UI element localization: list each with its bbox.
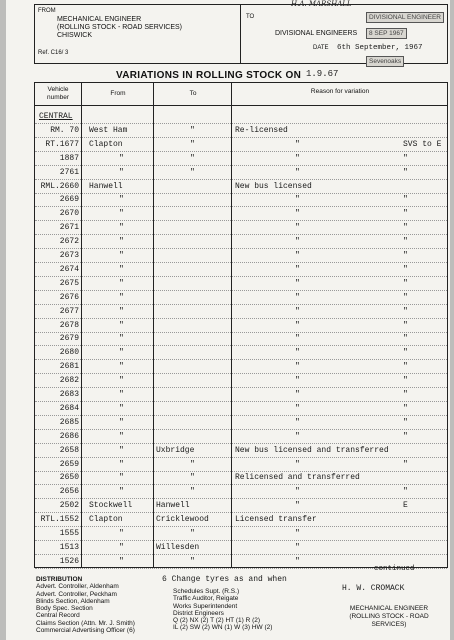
stamp-location: Sevenoaks — [366, 56, 404, 67]
row-rule — [35, 220, 447, 221]
table-row — [35, 500, 447, 514]
vehicle-cell: 2678 — [59, 320, 79, 330]
reason-cell: " — [295, 417, 300, 427]
handwritten-note: H.A. MARSHALL — [291, 0, 352, 8]
to-cell: Cricklewood — [156, 515, 209, 525]
row-rule — [35, 193, 447, 194]
reason-cell: " — [295, 195, 300, 205]
row-rule — [35, 498, 447, 499]
reason-cell: New bus licensed and transferred — [235, 445, 389, 455]
to-cell: " — [190, 473, 195, 483]
row-rule — [35, 345, 447, 346]
note-cell: " — [403, 403, 408, 413]
row-rule — [35, 151, 447, 152]
reason-cell: " — [295, 251, 300, 260]
from-cell: Clapton — [89, 515, 123, 525]
vehicle-cell: RT.1677 — [45, 139, 79, 149]
distribution-item: Body Spec. Section — [36, 605, 93, 613]
vehicle-cell: 2675 — [59, 278, 79, 288]
row-rule — [35, 165, 447, 166]
vehicle-cell: 1887 — [59, 153, 79, 163]
row-rule — [35, 123, 447, 124]
to-cell: " — [190, 487, 195, 497]
distribution-item: Q (2) NX (2) T (2) HT (1) R (2) — [173, 617, 261, 625]
from-cell: " — [119, 487, 124, 497]
to-cell: Willesden — [156, 542, 200, 552]
from-cell: " — [119, 306, 124, 316]
to-cell: Hanwell — [156, 501, 190, 511]
table-row — [35, 389, 447, 403]
table-row — [35, 181, 447, 195]
vehicle-cell: CENTRAL — [39, 112, 73, 121]
row-rule — [35, 387, 447, 388]
note-cell: " — [403, 292, 408, 302]
table-row — [35, 153, 447, 167]
table-row — [35, 375, 447, 389]
vehicle-cell: 2670 — [59, 209, 79, 219]
signatory-title-1: MECHANICAL ENGINEER — [349, 605, 429, 612]
from-cell: " — [119, 459, 124, 469]
note-cell: " — [403, 251, 408, 260]
from-cell: " — [119, 529, 124, 538]
memo-footer — [34, 565, 448, 640]
to-line-1: DIVISIONAL ENGINEERS — [275, 30, 358, 37]
from-cell: " — [119, 264, 124, 274]
row-rule — [35, 179, 447, 180]
reason-cell: " — [295, 529, 300, 538]
table-row — [35, 361, 447, 375]
continued-note: continued — [374, 565, 415, 573]
from-cell: Hanwell — [89, 181, 123, 191]
table-row — [35, 445, 447, 459]
reason-cell: " — [295, 209, 300, 219]
vehicle-cell: 2673 — [59, 251, 79, 260]
date-label: DATE — [313, 45, 329, 51]
table-row — [35, 417, 447, 431]
from-cell: " — [119, 292, 124, 302]
document-page — [6, 0, 450, 640]
vehicle-cell: 2680 — [59, 348, 79, 358]
table-row — [35, 125, 447, 139]
title-date: 1.9.67 — [306, 69, 339, 79]
row-rule — [35, 304, 447, 305]
distribution-title: DISTRIBUTION — [36, 576, 83, 583]
col-header-vehicle: Vehicle number — [46, 86, 70, 101]
from-cell: " — [119, 417, 124, 427]
row-rule — [35, 471, 447, 472]
row-rule — [35, 206, 447, 207]
reason-cell: Relicensed and transferred — [235, 473, 360, 483]
from-cell: " — [119, 320, 124, 330]
vehicle-cell: 2683 — [59, 390, 79, 399]
table-row — [35, 139, 447, 153]
from-cell: " — [119, 237, 124, 247]
from-cell: " — [119, 376, 124, 386]
reason-cell: " — [295, 139, 300, 149]
reason-cell: Licensed transfer — [235, 515, 317, 525]
vehicle-cell: 2650 — [59, 473, 79, 483]
note-cell: " — [403, 167, 408, 177]
table-row — [35, 222, 447, 236]
reason-cell: Re-licensed — [235, 125, 288, 135]
vehicle-cell: 2677 — [59, 306, 79, 316]
table-row — [35, 320, 447, 334]
vehicle-cell: 1555 — [59, 529, 79, 538]
table-row — [35, 459, 447, 473]
from-cell: " — [119, 153, 124, 163]
row-rule — [35, 276, 447, 277]
note-cell: " — [403, 264, 408, 274]
from-cell: " — [119, 334, 124, 344]
stamp-date: 8 SEP 1967 — [366, 28, 407, 39]
table-row — [35, 250, 447, 264]
row-rule — [35, 401, 447, 402]
col-header-reason: Reason for variation — [310, 88, 370, 95]
row-rule — [35, 359, 447, 360]
from-cell: " — [119, 390, 124, 399]
from-cell: " — [119, 431, 124, 441]
reason-cell: " — [295, 376, 300, 386]
reason-cell: " — [295, 501, 300, 511]
table-row — [35, 542, 447, 556]
note-cell: SVS to E — [403, 139, 442, 149]
vehicle-cell: 2669 — [59, 195, 79, 205]
vehicle-cell: 2684 — [59, 403, 79, 413]
note-cell: " — [403, 306, 408, 316]
table-row — [35, 528, 447, 542]
distribution-item: Central Record — [36, 612, 80, 620]
from-cell: " — [119, 251, 124, 260]
col-header-from: From — [110, 90, 126, 97]
date-value: 6th September, 1967 — [337, 44, 423, 52]
row-rule — [35, 443, 447, 444]
distribution-item: Advert. Controller, Aldenham — [36, 583, 119, 591]
row-rule — [35, 290, 447, 291]
note-cell: " — [403, 459, 408, 469]
table-row — [35, 514, 447, 528]
reason-cell: " — [295, 167, 300, 177]
distribution-list — [36, 576, 135, 634]
signatory-title-2: (ROLLING STOCK - ROAD SERVICES) — [349, 613, 429, 628]
to-cell: " — [190, 529, 195, 538]
reason-cell: " — [295, 390, 300, 399]
row-rule — [35, 540, 447, 541]
note-cell: " — [403, 223, 408, 233]
table-row — [35, 333, 447, 347]
from-cell: " — [119, 403, 124, 413]
from-line-1: MECHANICAL ENGINEER — [57, 16, 142, 23]
note-cell: " — [403, 390, 408, 399]
row-rule — [35, 415, 447, 416]
from-cell: " — [119, 542, 124, 552]
vehicle-cell: RTL.1552 — [40, 515, 79, 525]
note-cell: " — [403, 195, 408, 205]
reference: Ref. C16/ 3 — [38, 50, 69, 56]
from-cell: " — [119, 362, 124, 372]
row-rule — [35, 318, 447, 319]
distribution-item: Advert. Controller, Peckham — [36, 590, 117, 598]
distribution-item: Schedules Supt. (R.S.) — [173, 588, 240, 595]
from-label: FROM — [38, 8, 56, 14]
reason-cell: " — [295, 403, 300, 413]
row-rule — [35, 526, 447, 527]
header-rule — [35, 105, 447, 106]
vehicle-cell: 1526 — [59, 556, 79, 566]
distribution-list-2 — [173, 588, 272, 632]
note-cell: " — [403, 487, 408, 497]
reason-cell: " — [295, 431, 300, 441]
distribution-item: District Engineers — [173, 609, 224, 617]
to-cell: " — [190, 139, 195, 149]
to-label: TO — [246, 14, 255, 20]
reason-cell: " — [295, 153, 300, 163]
note-cell: " — [403, 320, 408, 330]
to-cell: " — [190, 153, 195, 163]
reason-cell: " — [295, 278, 300, 288]
vehicle-cell: 2671 — [59, 223, 79, 233]
vehicle-cell: 2686 — [59, 431, 79, 441]
from-cell: " — [119, 556, 124, 566]
row-rule — [35, 554, 447, 555]
row-rule — [35, 262, 447, 263]
note-cell: " — [403, 417, 408, 427]
row-rule — [35, 137, 447, 138]
reason-cell: " — [295, 306, 300, 316]
to-cell: " — [190, 556, 195, 566]
signatory-name: H. W. CROMACK — [342, 584, 405, 593]
row-rule — [35, 234, 447, 235]
row-rule — [35, 429, 447, 430]
vehicle-cell: 2656 — [59, 487, 79, 497]
table-row — [35, 431, 447, 445]
vehicle-cell: 2502 — [59, 501, 79, 511]
table-row — [35, 194, 447, 208]
note-cell: E — [403, 501, 408, 511]
note-cell: " — [403, 348, 408, 358]
reason-cell: " — [295, 237, 300, 247]
note-cell: " — [403, 431, 408, 441]
stamp-division: DIVISIONAL ENGINEER — [366, 12, 444, 23]
row-rule — [35, 457, 447, 458]
table-row — [35, 306, 447, 320]
row-rule — [35, 248, 447, 249]
reason-cell: " — [295, 362, 300, 372]
reason-cell: " — [295, 334, 300, 344]
from-line-3: CHISWICK — [57, 32, 92, 39]
row-rule — [35, 512, 447, 513]
vehicle-cell: 2679 — [59, 334, 79, 344]
typed-note: 6 Change tyres as and when — [162, 575, 287, 584]
to-cell: " — [190, 459, 195, 469]
reason-cell: " — [295, 487, 300, 497]
row-rule — [35, 484, 447, 485]
reason-cell: " — [295, 556, 300, 566]
reason-cell: " — [295, 223, 300, 233]
vehicle-cell: 2761 — [59, 167, 79, 177]
table-row — [35, 167, 447, 181]
col-header-to: To — [189, 90, 197, 97]
vehicle-cell: 2685 — [59, 417, 79, 427]
vehicle-cell: 2658 — [59, 445, 79, 455]
from-cell: " — [119, 473, 124, 483]
from-cell: " — [119, 223, 124, 233]
note-cell: " — [403, 209, 408, 219]
vehicle-cell: RML.2660 — [40, 181, 79, 191]
vehicle-cell: 2682 — [59, 376, 79, 386]
note-cell: " — [403, 153, 408, 163]
vehicle-cell: 1513 — [59, 542, 79, 552]
reason-cell: " — [295, 542, 300, 552]
vehicle-cell: 2674 — [59, 264, 79, 274]
reason-cell: " — [295, 348, 300, 358]
from-cell: " — [119, 195, 124, 205]
from-cell: " — [119, 445, 124, 455]
row-rule — [35, 332, 447, 333]
variations-table — [34, 82, 448, 568]
from-line-2: (ROLLING STOCK - ROAD SERVICES) — [57, 24, 182, 31]
table-row — [35, 472, 447, 486]
table-row — [35, 403, 447, 417]
from-cell: Stockwell — [89, 501, 133, 511]
vehicle-cell: 2659 — [59, 459, 79, 469]
reason-cell: " — [295, 264, 300, 274]
note-cell: " — [403, 362, 408, 372]
table-row — [35, 292, 447, 306]
distribution-item: Claims Section (Attn. Mr. J. Smith) — [36, 619, 135, 627]
row-rule — [35, 373, 447, 374]
note-cell: " — [403, 237, 408, 247]
from-cell: " — [119, 209, 124, 219]
from-cell: West Ham — [89, 125, 128, 135]
to-cell: Uxbridge — [156, 445, 195, 455]
reason-cell: " — [295, 292, 300, 302]
vehicle-cell: 2676 — [59, 292, 79, 302]
vehicle-cell: 2672 — [59, 237, 79, 247]
reason-cell: New bus licensed — [235, 181, 312, 191]
header-divider — [240, 5, 241, 63]
from-cell: Clapton — [89, 139, 123, 149]
distribution-item: Commercial Advertising Officer (6) — [36, 627, 135, 635]
note-cell: " — [403, 376, 408, 386]
table-row — [35, 111, 447, 125]
table-row — [35, 347, 447, 361]
distribution-item: Traffic Auditor, Reigate — [173, 595, 239, 603]
page-title: VARIATIONS IN ROLLING STOCK ON — [116, 70, 302, 81]
table-row — [35, 208, 447, 222]
distribution-item: Works Superintendent — [173, 602, 238, 610]
table-row — [35, 264, 447, 278]
reason-cell: " — [295, 459, 300, 469]
table-row — [35, 278, 447, 292]
vehicle-cell: RM. 70 — [50, 125, 79, 135]
table-row — [35, 236, 447, 250]
note-cell: " — [403, 278, 408, 288]
from-cell: " — [119, 348, 124, 358]
reason-cell: " — [295, 320, 300, 330]
from-cell: " — [119, 278, 124, 288]
from-cell: " — [119, 167, 124, 177]
table-row — [35, 486, 447, 500]
distribution-item: Blinds Section, Aldenham — [36, 597, 110, 605]
vehicle-cell: 2681 — [59, 362, 79, 372]
to-cell: " — [190, 167, 195, 177]
to-cell: " — [190, 125, 195, 135]
distribution-item: IL (2) SW (2) WN (1) W (3) HW (2) — [173, 624, 273, 632]
note-cell: " — [403, 334, 408, 344]
